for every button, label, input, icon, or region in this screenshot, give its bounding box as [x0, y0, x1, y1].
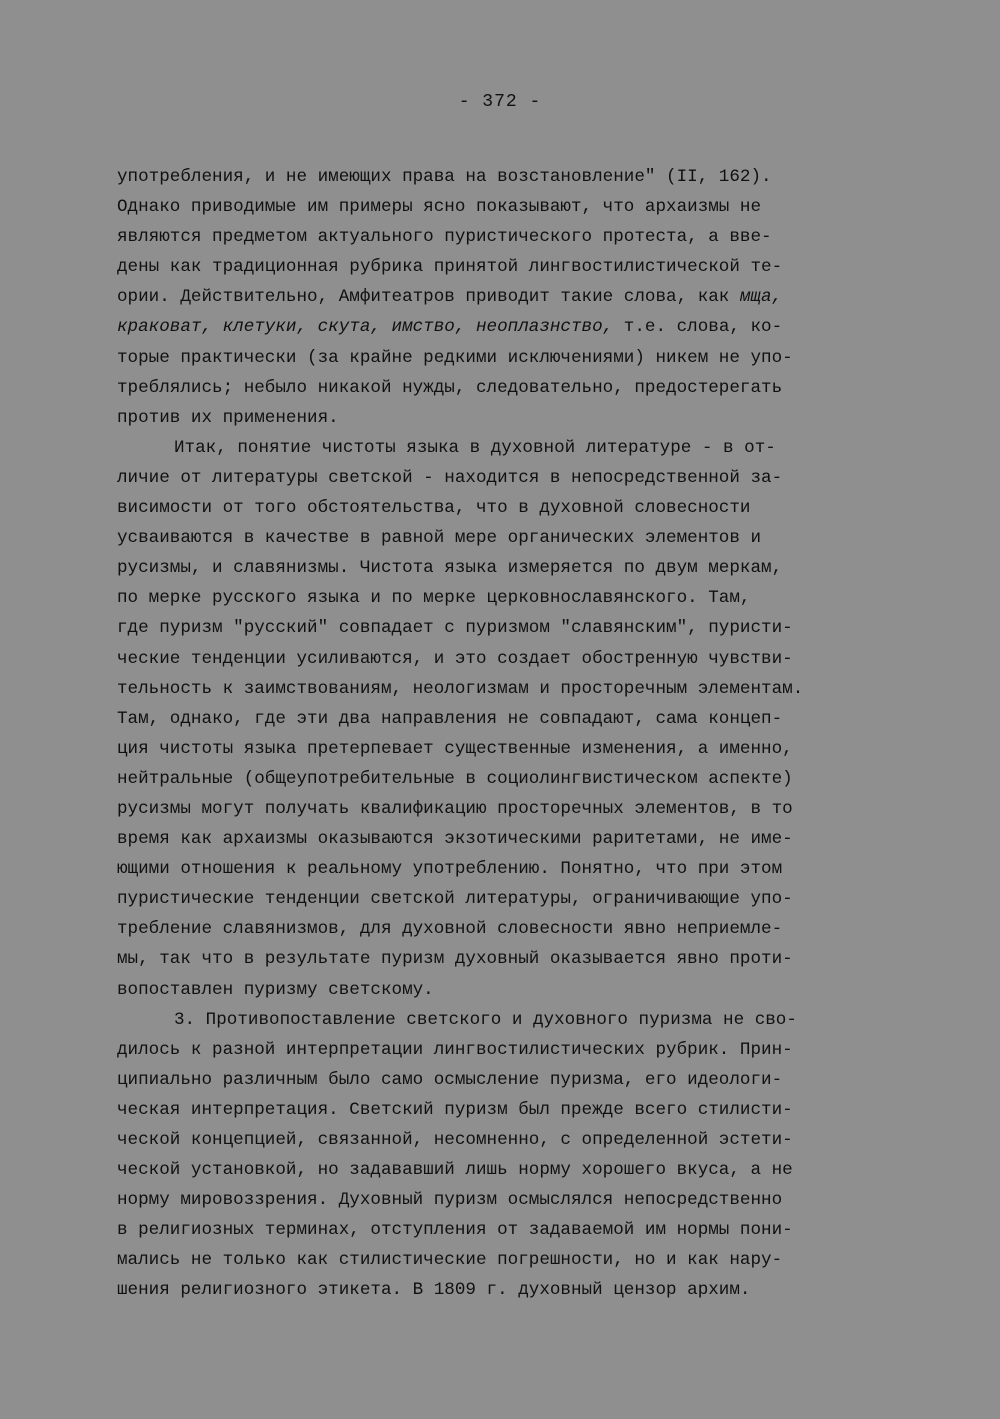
body-text	[117, 162, 907, 1306]
paragraph-start-line: Итак, понятие чистоты языка в духовной литературе - в от-	[174, 437, 776, 458]
text-line: в религиозных терминах, отступления от задаваемой им нормы пони-	[117, 1220, 793, 1241]
text-line: нейтральные (общеупотребительные в социолингвистическом аспекте)	[117, 768, 793, 789]
text-line: ческая интерпретация. Светский пуризм был прежде всего стилисти-	[117, 1099, 793, 1120]
italic-term: краковат, клетуки, скута, имство, неоплазнство,	[117, 317, 614, 338]
text-line: русизмы могут получать квалификацию просторечных элементов, в то	[117, 798, 793, 819]
text-line: шения религиозного этикета. В 1809 г. духовный цензор архим.	[117, 1280, 751, 1301]
text-line: ципиально различным было само осмысление пуризма, его идеологи-	[117, 1069, 783, 1090]
text-line: употребления, и не имеющих права на возстановление" (II, 162).	[117, 167, 772, 187]
text-line: норму мировоззрения. Духовный пуризм осмыслялся непосредственно	[117, 1190, 783, 1211]
text-line: торые практически (за крайне редкими исключениями) никем не упо-	[117, 347, 793, 368]
text-line: время как архаизмы оказываются экзотическими раритетами, не име-	[117, 829, 793, 850]
text-line: ческой установкой, но задававший лишь норму хорошего вкуса, а не	[117, 1160, 793, 1181]
text-line: ющими отношения к реальному употреблению. Понятно, что при этом	[117, 859, 783, 880]
text-line: мы, так что в результате пуризм духовный оказывается явно проти-	[117, 949, 793, 970]
text-line: по мерке русского языка и по мерке церковнославянского. Там,	[117, 588, 751, 609]
text-line: ческие тенденции усиливаются, и это создает обостренную чувстви-	[117, 648, 793, 669]
text-line: вопоставлен пуризму светскому.	[117, 979, 434, 1000]
paragraph-start-line: 3. Противопоставление светского и духовного пуризма не сво-	[174, 1009, 797, 1030]
text-line: висимости от того обстоятельства, что в духовной словесности	[117, 498, 751, 519]
text-line: русизмы, и славянизмы. Чистота языка измеряется по двум меркам,	[117, 558, 783, 579]
text-line: личие от литературы светской - находится в непосредственной за-	[117, 467, 783, 488]
text-line: дилось к разной интерпретации лингвостилистических рубрик. Прин-	[117, 1039, 793, 1060]
text-line: требление славянизмов, для духовной словесности явно неприемле-	[117, 919, 783, 940]
text-line: треблялись; небыло никакой нужды, следовательно, предостерегать	[117, 377, 783, 398]
text-line: дены как традиционная рубрика принятой лингвостилистической те-	[117, 257, 783, 278]
text-line: против их применения.	[117, 407, 339, 428]
text-line: Однако приводимые им примеры ясно показывают, что архаизмы не	[117, 197, 762, 218]
text-line: мались не только как стилистические погрешности, но и как нару-	[117, 1250, 783, 1271]
italic-term: мща,	[739, 287, 783, 308]
text-line: ческой концепцией, связанной, несомненно, с определенной эстети-	[117, 1130, 793, 1150]
page-number: - 372 -	[458, 92, 542, 112]
text-line: ция чистоты языка претерпевает существенные изменения, а именно,	[117, 738, 793, 759]
text-line: пуристические тенденции светской литературы, ограничивающие упо-	[117, 889, 793, 910]
text-line: где пуризм "русский" совпадает с пуризмом "славянским", пуристи-	[117, 618, 793, 639]
text-line: Там, однако, где эти два направления не совпадают, сама концеп-	[117, 708, 783, 729]
text-line: усваиваются в качестве в равной мере органических элементов и	[117, 528, 762, 549]
text-line: краковат, клетуки, скута, имство, неоплазнство, т.е. слова, ко-	[117, 317, 783, 338]
text-line: являются предметом актуального пуристического протеста, а вве-	[117, 227, 772, 248]
text-line: тельность к заимствованиям, неологизмам и просторечным элементам.	[117, 678, 804, 699]
text-line: ории. Действительно, Амфитеатров приводит такие слова, как мща,	[117, 287, 783, 308]
